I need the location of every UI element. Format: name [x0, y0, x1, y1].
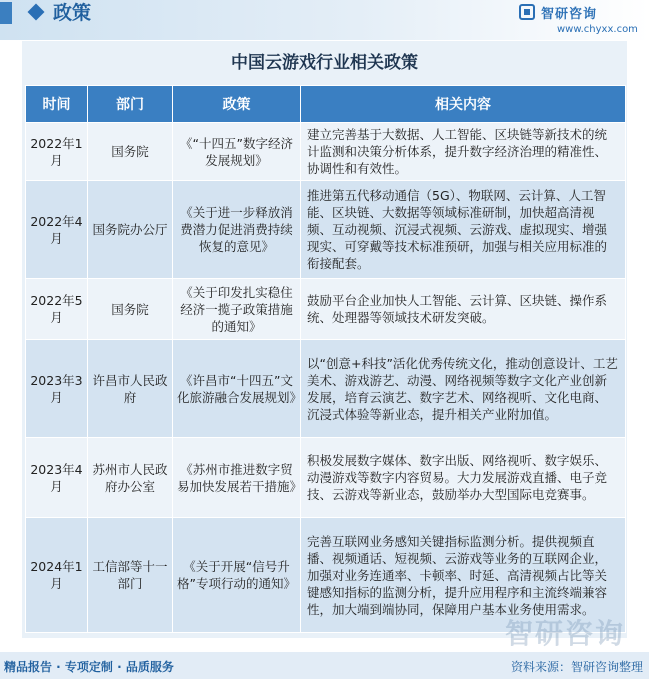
cell-dept: 国务院办公厅: [88, 181, 173, 279]
footer-bar: [0, 652, 649, 679]
table-row: [26, 438, 626, 518]
cell-time: 2022年5月: [26, 279, 88, 340]
cell-content: 鼓励平台企业加快人工智能、云计算、区块链、操作系统、处理器等领域技术研发突破。: [301, 279, 626, 340]
cell-dept: 苏州市人民政府办公室: [88, 438, 173, 518]
cell-policy: 《关于开展“信号升格”专项行动的通知》: [173, 518, 301, 633]
table-row: [26, 279, 626, 340]
cell-policy: 《苏州市推进数字贸易加快发展若干措施》: [173, 438, 301, 518]
policy-table-card: [22, 41, 627, 638]
cell-time: 2023年3月: [26, 340, 88, 438]
cell-time: 2024年1月: [26, 518, 88, 633]
cell-dept: 工信部等十一部门: [88, 518, 173, 633]
table-row: [26, 123, 626, 181]
brand-url: www.chyxx.com: [557, 24, 638, 35]
cell-content: 推进第五代移动通信（5G）、物联网、云计算、人工智能、区块链、大数据等领域标准研制，加快超高清视频、互动视频、沉浸式视频、云游戏、虚拟现实、增强现实、可穿戴等技术标准预研，加强与相关应用标准的衔接配套。: [301, 181, 626, 279]
section-title: 政策: [53, 2, 92, 24]
cell-content: 积极发展数字媒体、数字出版、网络视听、数字娱乐、动漫游戏等数字内容贸易。大力发展游戏直播、电子竞技、云游戏等新业态，鼓励举办大型国际电竞赛事。: [301, 438, 626, 518]
cell-policy: 《关于进一步释放消费潜力促进消费持续恢复的意见》: [173, 181, 301, 279]
header-bar: [0, 0, 649, 40]
cell-content: 建立完善基于大数据、人工智能、区块链等新技术的统计监测和决策分析体系，提升数字经济治理的精准性、协调性和有效性。: [301, 123, 626, 181]
cell-time: 2022年1月: [26, 123, 88, 181]
brand-name: 智研咨询: [541, 7, 598, 22]
header-accent-bar: [0, 2, 12, 24]
cell-time: 2023年4月: [26, 438, 88, 518]
cell-policy: 《许昌市“十四五”文化旅游融合发展规划》: [173, 340, 301, 438]
cell-dept: 许昌市人民政府: [88, 340, 173, 438]
cell-content: 完善互联网业务感知关键指标监测分析。提供视频直播、视频通话、短视频、云游戏等业务的互联网企业，加强对业务连通率、卡顿率、时延、高清视频占比等关键感知指标的监测分析，提升应用程序和主流终端兼容性，加大端到端协同，保障用户基本业务使用需求。: [301, 518, 626, 633]
cell-policy: 《“十四五”数字经济发展规划》: [173, 123, 301, 181]
policy-table: [25, 85, 626, 633]
footer-source: 资料来源：智研咨询整理: [510, 660, 643, 674]
column-header-content: 相关内容: [301, 86, 626, 123]
footer-slogan: 精品报告 · 专项定制 · 品质服务: [4, 660, 174, 674]
cell-time: 2022年4月: [26, 181, 88, 279]
column-header-time: 时间: [26, 86, 88, 123]
table-header-row: [26, 86, 626, 123]
column-header-dept: 部门: [88, 86, 173, 123]
cell-dept: 国务院: [88, 123, 173, 181]
cell-policy: 《关于印发扎实稳住经济一揽子政策措施的通知》: [173, 279, 301, 340]
cell-content: 以“创意+科技”活化优秀传统文化，推动创意设计、工艺美术、游戏游艺、动漫、网络视频等数字文化产业创新发展，培育云演艺、数字艺术、网络视听、文化电商、沉浸式体验等新业态，提升相关产业附加值。: [301, 340, 626, 438]
brand-logo: [459, 2, 639, 38]
watermark-text: 智研咨询: [504, 617, 625, 650]
cell-dept: 国务院: [88, 279, 173, 340]
column-header-policy: 政策: [173, 86, 301, 123]
table-title: 中国云游戏行业相关政策: [231, 53, 418, 73]
table-row: [26, 340, 626, 438]
brand-logo-icon: [519, 4, 535, 20]
diamond-icon: [28, 4, 45, 21]
table-row: [26, 181, 626, 279]
